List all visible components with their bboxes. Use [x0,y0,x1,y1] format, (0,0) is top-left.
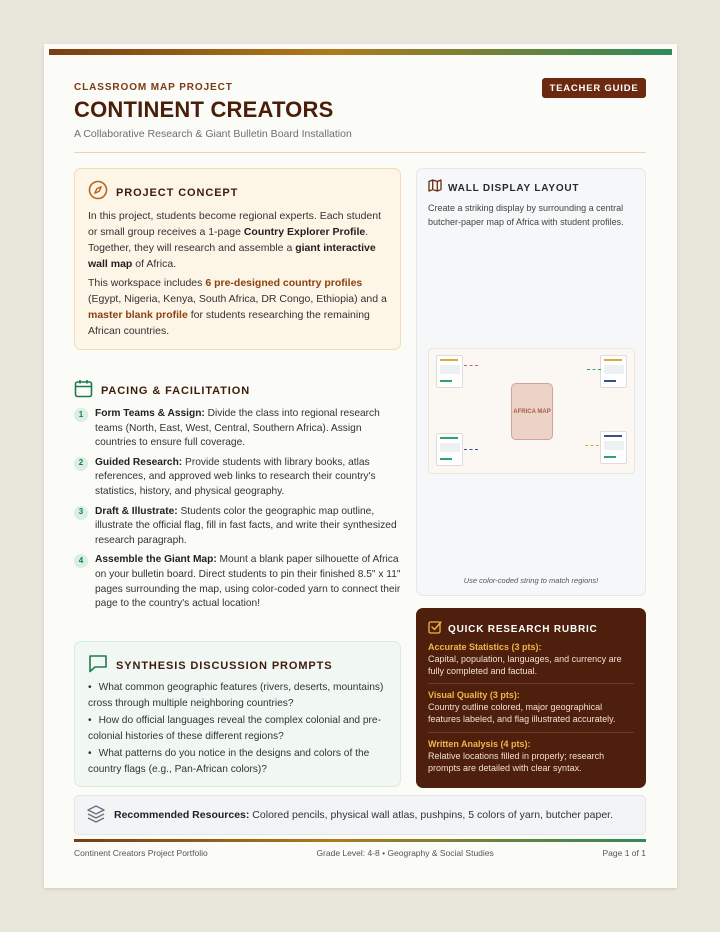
checkbox-icon [428,620,442,639]
chat-icon [88,654,108,678]
yarn-connector [585,445,599,446]
wall-display-description: Create a striking display by surrounding a central butcher-paper map of Africa with student profiles. [428,203,624,227]
wall-layout-diagram [428,348,635,474]
synthesis-prompts-list [88,680,388,779]
rubric-divider [428,683,634,684]
guide-page [44,44,677,888]
project-concept-heading: PROJECT CONCEPT [116,186,239,199]
compass-icon [88,180,108,205]
rubric-item: Written Analysis (4 pts): Relative locations filled in properly; research prompts are detailed with clear syntax. [428,739,605,773]
footer-gradient-bar [74,839,646,842]
rubric-item: Visual Quality (3 pts): Country outline colored, major geographical features labeled, and flag illustrated accurately. [428,690,616,724]
pacing-steps-list [74,407,404,617]
pacing-step: 3 Draft & Illustrate: Students color the geographic map outline, illustrate the official flag, fill in fast facts, and write their synthesized research paragraph. [74,505,404,549]
yarn-connector [587,369,601,370]
wall-display-heading: WALL DISPLAY LAYOUT [448,182,580,194]
pacing-step: 2 Guided Research: Provide students with library books, atlas references, and approved web links to research their country's statistics, history, and physical geography. [74,456,404,500]
header-divider [74,152,646,153]
calendar-icon [74,379,93,403]
step-number: 2 [74,457,88,471]
footer-page-number: Page 1 of 1 [602,848,646,858]
wall-display-caption: Use color-coded string to match regions! [463,576,599,585]
page-footer [74,848,646,858]
synthesis-heading: SYNTHESIS DISCUSSION PROMPTS [116,660,333,672]
pacing-step: 4 Assemble the Giant Map: Mount a blank paper silhouette of Africa on your bulletin board. Direct students to pin their finished 8.5" x 11" pages surrounding the map, using color-coded yarn to connect their page to the country's actual location! [74,553,404,611]
profile-thumbnail [600,355,627,388]
project-concept-text: In this project, students become regional experts. Each student or small group receives a 1-page Country Explorer Profile. Together, they will research and assemble a giant interactive wall map of Africa. This workspace includes 6 pre-designed country profiles (Egypt, Nigeria, Kenya, South Africa, DR Congo, Ethiopia) and a master blank profile for students researching the remaining African countries. [88,210,387,337]
map-icon [428,179,442,197]
africa-map-placeholder: AFRICA MAP [511,383,553,440]
step-number: 1 [74,408,88,422]
wall-display-card [416,168,646,596]
project-concept-card [74,168,401,350]
pacing-heading: PACING & FACILITATION [101,385,251,397]
step-number: 4 [74,554,88,568]
page-subtitle: A Collaborative Research & Giant Bulletin Board Installation [74,128,352,140]
eyebrow-label: CLASSROOM MAP PROJECT [74,82,233,93]
synthesis-prompts-card [74,641,401,787]
research-rubric-card [416,608,646,788]
yarn-connector [464,365,478,366]
layers-icon [86,804,106,827]
recommended-resources-bar [74,795,646,835]
teacher-guide-badge: TEACHER GUIDE [542,78,646,98]
yarn-connector [464,449,478,450]
page-title: CONTINENT CREATORS [74,97,334,122]
profile-thumbnail [436,433,463,466]
resources-text: Recommended Resources: Colored pencils, physical wall atlas, pushpins, 5 colors of yarn, butcher paper. [114,809,613,821]
rubric-item: Accurate Statistics (3 pts): Capital, population, languages, and currency are fully completed and factual. [428,642,622,676]
profile-thumbnail [600,431,627,464]
footer-left: Continent Creators Project Portfolio [74,848,208,858]
prompt-item: • How do official languages reveal the complex colonial and pre-colonial histories of these different regions? [88,713,388,745]
pacing-section [74,374,404,624]
footer-center: Grade Level: 4-8 • Geography & Social Studies [316,848,494,858]
prompt-item: • What patterns do you notice in the designs and colors of the country flags (e.g., Pan-African colors)? [88,746,388,778]
prompt-item: • What common geographic features (rivers, deserts, mountains) cross through multiple neighboring countries? [88,680,388,712]
step-number: 3 [74,506,88,520]
profile-thumbnail [436,355,463,388]
top-gradient-bar [49,49,672,55]
rubric-divider [428,732,634,733]
rubric-heading: QUICK RESEARCH RUBRIC [448,624,598,635]
pacing-step: 1 Form Teams & Assign: Divide the class into regional research teams (North, East, West, Central, Southern Africa). Assign countries to ensure full coverage. [74,407,404,451]
